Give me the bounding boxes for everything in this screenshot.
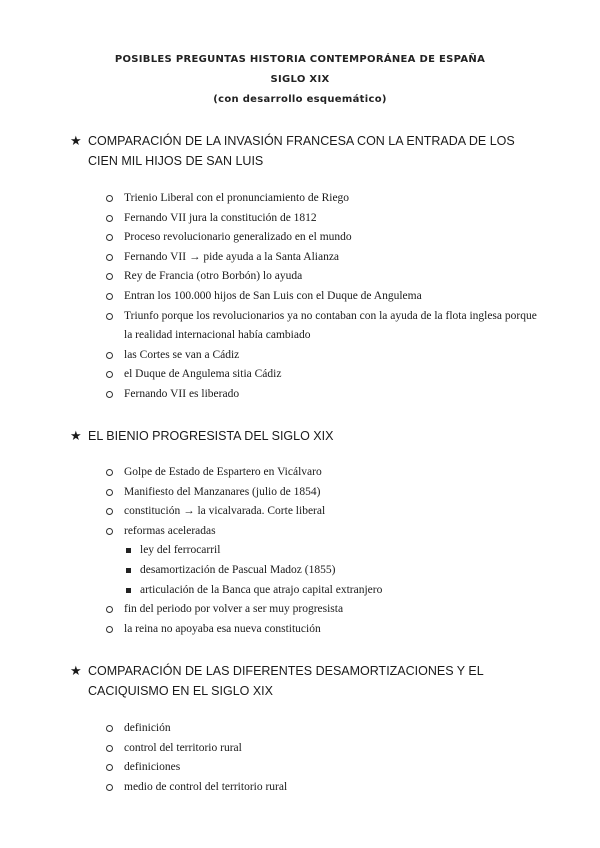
list-item: Proceso revolucionario generalizado en el mundo [104,228,544,248]
nested-list-item: desamortización de Pascual Madoz (1855) [124,561,544,581]
list-item: Rey de Francia (otro Borbón) lo ayuda [104,267,544,287]
list-item: Manifiesto del Manzanares (julio de 1854) [104,483,544,503]
section-title-3 [70,661,540,701]
list-item: constitución → la vicalvarada. Corte liberal [104,502,544,522]
list-item: Fernando VII es liberado [104,385,544,405]
section-heading: COMPARACIÓN DE LA INVASIÓN FRANCESA CON LA ENTRADA DE LOS CIEN MIL HIJOS DE SAN LUIS [88,134,515,168]
list-item: Golpe de Estado de Espartero en Vicálvaro [104,463,544,483]
section-1-list [104,189,544,405]
star-icon: ★ [70,663,82,678]
nested-list-item: ley del ferrocarril [124,541,544,561]
list-item: la reina no apoyaba esa nueva constitución [104,620,544,640]
document-subtitle: SIGLO XIX [270,74,330,85]
list-item: control del territorio rural [104,739,544,759]
section-heading: COMPARACIÓN DE LAS DIFERENTES DESAMORTIZACIONES Y EL CACIQUISMO EN EL SIGLO XIX [88,664,484,698]
section-2-list [104,463,544,639]
document-title: POSIBLES PREGUNTAS HISTORIA CONTEMPORÁNEA DE ESPAÑA [114,54,486,65]
list-item: Fernando VII jura la constitución de 1812 [104,209,544,229]
list-item: fin del periodo por volver a ser muy progresista [104,600,544,620]
list-item: Entran los 100.000 hijos de San Luis con el Duque de Angulema [104,287,544,307]
list-item: Fernando VII → pide ayuda a la Santa Alianza [104,248,544,268]
star-icon: ★ [70,133,82,148]
section-title-2 [70,426,540,446]
list-item: reformas aceleradas [104,522,544,542]
document-note: (con desarrollo esquemático) [213,94,387,105]
list-item: Triunfo porque los revolucionarios ya no contaban con la ayuda de la flota inglesa porque la realidad internacional había cambiado [104,307,544,346]
list-item: medio de control del territorio rural [104,778,544,798]
list-item: definiciones [104,758,544,778]
nested-list-container [104,541,544,600]
list-item: el Duque de Angulema sitia Cádiz [104,365,544,385]
nested-list [124,541,544,600]
list-item: definición [104,719,544,739]
section-title-1 [70,131,540,171]
section-3-list [104,719,544,797]
nested-list-item: articulación de la Banca que atrajo capital extranjero [124,581,544,601]
star-icon: ★ [70,428,82,443]
document-header [0,50,600,110]
section-heading: EL BIENIO PROGRESISTA DEL SIGLO XIX [88,429,334,443]
list-item: Trienio Liberal con el pronunciamiento de Riego [104,189,544,209]
list-item: las Cortes se van a Cádiz [104,346,544,366]
